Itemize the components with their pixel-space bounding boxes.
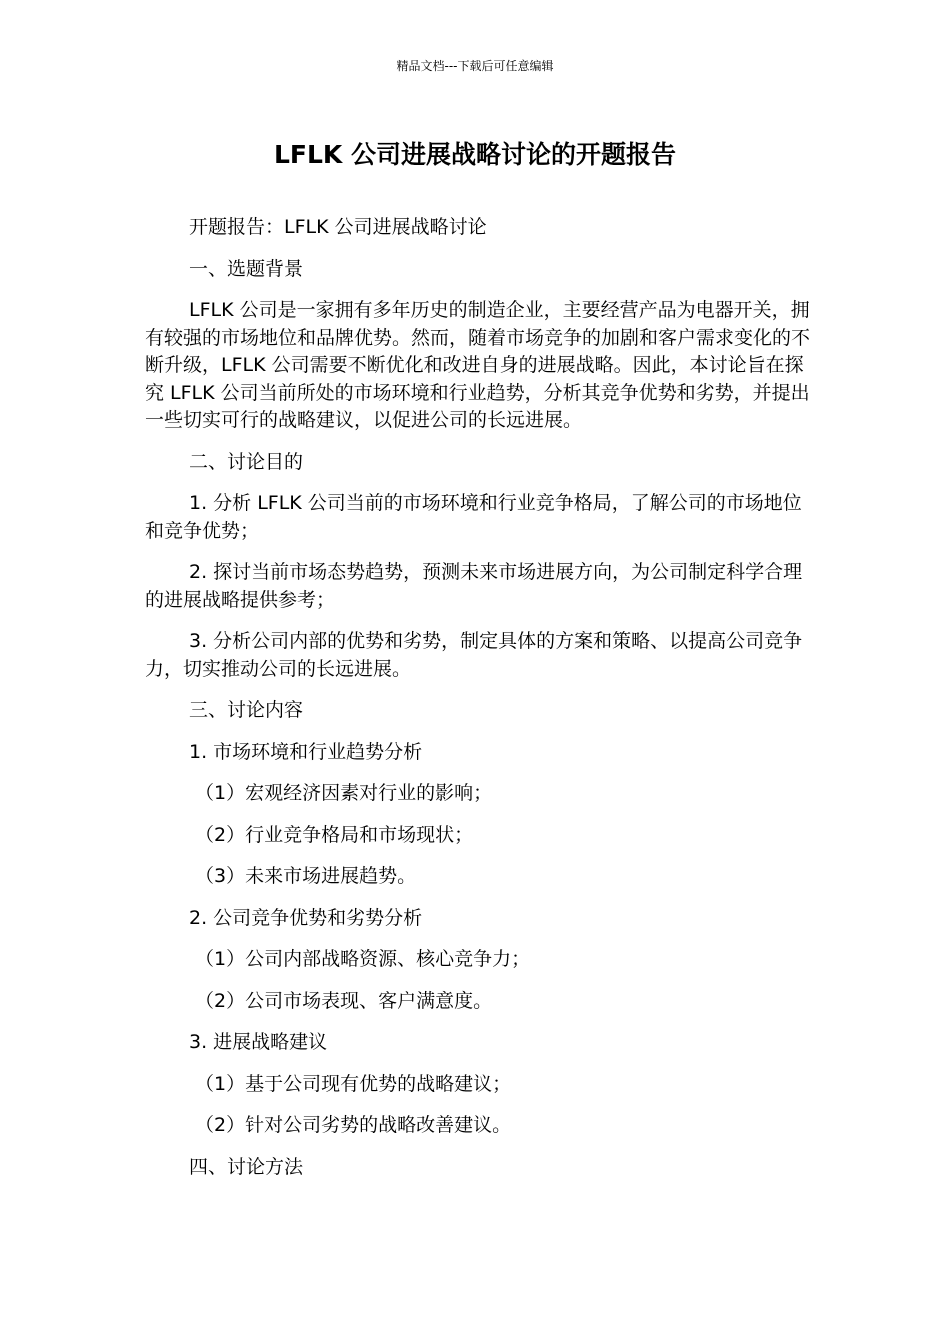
section-heading-purpose: 二、讨论目的 bbox=[189, 450, 304, 473]
content-subitem: （1）基于公司现有优势的战略建议； bbox=[195, 1072, 512, 1095]
purpose-item-3: 3. 分析公司内部的优势和劣势，制定具体的方案和策略、以提高公司竞争力，切实推动公司的长远进展。 bbox=[145, 630, 803, 680]
purpose-item-2: 2. 探讨当前市场态势趋势，预测未来市场进展方向，为公司制定科学合理的进展战略提供参考； bbox=[145, 561, 803, 611]
paragraph-intro: 开题报告：LFLK 公司进展战略讨论 bbox=[189, 216, 487, 238]
page-header: 精品文档---下载后可任意编辑 bbox=[396, 59, 554, 73]
section-heading-content: 三、讨论内容 bbox=[189, 699, 304, 721]
content-subitem: （3）未来市场进展趋势。 bbox=[195, 865, 417, 887]
content-item-2: 2. 公司竞争优势和劣势分析 bbox=[189, 906, 423, 929]
content-subitem: （2）公司市场表现、客户满意度。 bbox=[195, 989, 493, 1012]
content-item-1: 1. 市场环境和行业趋势分析 bbox=[189, 740, 423, 763]
document-title: LFLK 公司进展战略讨论的开题报告 bbox=[273, 140, 676, 169]
content-subitem: （2）针对公司劣势的战略改善建议。 bbox=[195, 1114, 512, 1136]
content-item-3: 3. 进展战略建议 bbox=[189, 1031, 328, 1053]
section-heading-method: 四、讨论方法 bbox=[189, 1155, 304, 1178]
content-subitem: （1）公司内部战略资源、核心竞争力； bbox=[195, 948, 531, 970]
paragraph-background: LFLK 公司是一家拥有多年历史的制造企业，主要经营产品为电器开关，拥有较强的市场地位和品牌优势。然而，随着市场竞争的加剧和客户需求变化的不断升级，LFLK 公司需要不断优化和改进自身的进展战略。因此，本讨论旨在探究 LFLK 公司当前所处的市场环境和行业趋势，分析其竞争优势和劣势，并提出一些切实可行的战略建议，以促进公司的长远进展。 bbox=[145, 299, 811, 431]
purpose-item-1: 1. 分析 LFLK 公司当前的市场环境和行业竞争格局，了解公司的市场地位和竞争优势； bbox=[145, 492, 802, 542]
document-body bbox=[145, 214, 810, 1195]
content-subitem: （2）行业竞争格局和市场现状； bbox=[195, 823, 474, 846]
content-subitem: （1）宏观经济因素对行业的影响； bbox=[195, 782, 493, 804]
section-heading-background: 一、选题背景 bbox=[189, 257, 304, 280]
